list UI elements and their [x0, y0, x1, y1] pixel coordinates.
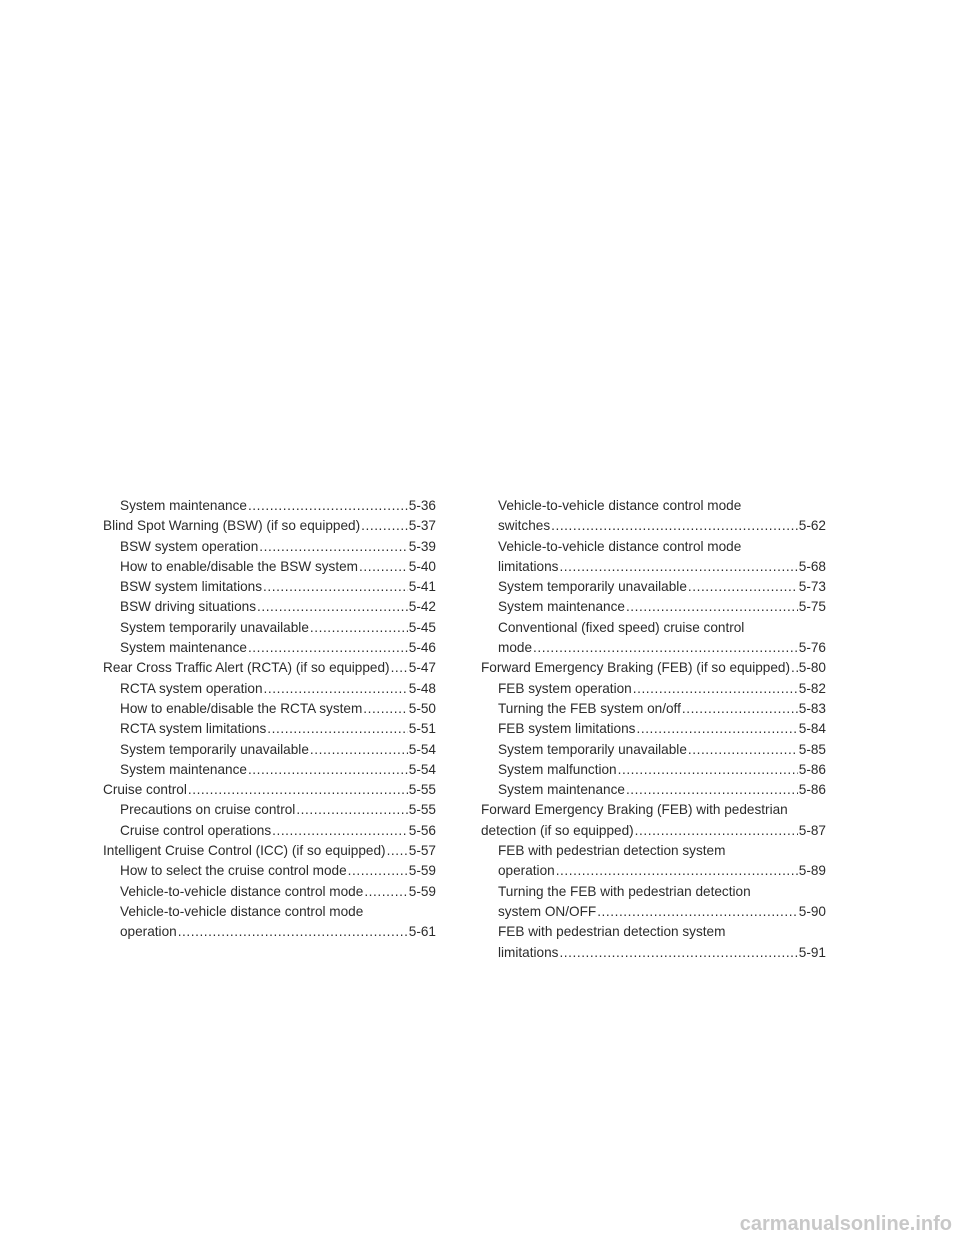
toc-page-number: 5-59	[408, 863, 436, 879]
toc-page-number: 5-37	[408, 518, 436, 534]
toc-subsection-entry[interactable]	[481, 841, 826, 882]
toc-entry-title: switches	[498, 518, 551, 534]
toc-page-number: 5-57	[408, 843, 436, 859]
toc-entry-title: Precautions on cruise control	[120, 802, 296, 818]
toc-section-entry[interactable]	[103, 516, 436, 536]
toc-subsection-entry[interactable]	[103, 597, 436, 617]
toc-subsection-entry[interactable]	[103, 557, 436, 577]
dot-leader	[633, 679, 798, 699]
toc-page-number: 5-54	[408, 761, 436, 777]
toc-entry-title: System maintenance	[120, 498, 247, 513]
toc-entry-title: BSW system operation	[120, 538, 259, 554]
toc-page-number: 5-61	[408, 924, 436, 940]
dot-leader	[551, 516, 798, 536]
toc-page-number: 5-50	[408, 700, 436, 716]
toc-subsection-entry[interactable]	[481, 780, 826, 800]
dot-leader	[257, 597, 408, 617]
toc-entry-title: How to select the cruise control mode	[120, 863, 347, 879]
toc-page-number: 5-55	[408, 782, 436, 798]
dot-leader	[178, 922, 408, 942]
toc-entry-title: System temporarily unavailable	[498, 579, 687, 595]
toc-entry-title-line: Forward Emergency Braking (FEB) with pedestrian	[481, 802, 788, 818]
dot-leader	[248, 638, 408, 658]
toc-page-number: 5-84	[798, 721, 826, 737]
toc-subsection-entry[interactable]	[103, 679, 436, 699]
toc-page-number: 5-62	[798, 518, 826, 534]
toc-page-number: 5-51	[408, 721, 436, 737]
dot-leader	[348, 861, 408, 881]
toc-entry-title: FEB system operation	[498, 680, 632, 696]
dot-leader	[267, 719, 407, 739]
dot-leader	[363, 699, 407, 719]
toc-entry-title: Forward Emergency Braking (FEB) (if so equipped)	[481, 660, 790, 676]
toc-entry-title: Cruise control	[103, 782, 187, 798]
dot-leader	[626, 597, 798, 617]
toc-column-left	[103, 496, 436, 943]
toc-subsection-entry[interactable]	[481, 699, 826, 719]
toc-entry-title-line: Conventional (fixed speed) cruise control	[498, 619, 745, 635]
dot-leader	[682, 699, 798, 719]
toc-entry-title: Turning the FEB system on/off	[498, 700, 681, 716]
toc-page-number: 5-89	[798, 863, 826, 879]
toc-entry-title: system ON/OFF	[498, 903, 597, 919]
toc-subsection-entry[interactable]	[481, 597, 826, 617]
toc-subsection-entry[interactable]	[103, 821, 436, 841]
toc-entry-title: Rear Cross Traffic Alert (RCTA) (if so equipped)	[103, 660, 390, 676]
dot-leader	[296, 800, 407, 820]
toc-page-number: 5-39	[408, 538, 436, 554]
toc-page-number: 5-42	[408, 599, 436, 615]
toc-entry-title: System maintenance	[120, 761, 247, 777]
toc-entry-title: Intelligent Cruise Control (ICC) (if so equipped)	[103, 843, 386, 859]
toc-page-number: 5-47	[408, 660, 436, 676]
toc-page-number: 5-59	[408, 883, 436, 899]
toc-entry-title: operation	[120, 924, 177, 940]
dot-leader	[248, 496, 408, 516]
toc-page-number: 5-73	[798, 579, 826, 595]
toc-entry-title: RCTA system operation	[120, 680, 263, 696]
toc-subsection-entry[interactable]	[481, 882, 826, 923]
toc-entry-title: BSW driving situations	[120, 599, 256, 615]
dot-leader	[618, 760, 798, 780]
toc-entry-title-line: FEB with pedestrian detection system	[498, 843, 726, 859]
toc-subsection-entry[interactable]	[103, 719, 436, 739]
toc-subsection-entry[interactable]	[103, 638, 436, 658]
toc-entry-title: Cruise control operations	[120, 822, 272, 838]
dot-leader	[559, 943, 797, 963]
toc-entry-title: System maintenance	[120, 640, 247, 656]
toc-section-entry[interactable]	[481, 800, 826, 841]
dot-leader	[626, 780, 798, 800]
toc-page-number: 5-48	[408, 680, 436, 696]
toc-page-number: 5-56	[408, 822, 436, 838]
toc-entry-title: detection (if so equipped)	[481, 822, 634, 838]
toc-subsection-entry[interactable]	[481, 577, 826, 597]
toc-subsection-entry[interactable]	[103, 882, 436, 902]
toc-subsection-entry[interactable]	[103, 800, 436, 820]
toc-page-number: 5-83	[798, 700, 826, 716]
toc-subsection-entry[interactable]	[481, 496, 826, 537]
toc-subsection-entry[interactable]	[481, 719, 826, 739]
dot-leader	[359, 557, 408, 577]
toc-page-number: 5-36	[408, 498, 436, 513]
toc-subsection-entry[interactable]	[103, 496, 436, 516]
toc-subsection-entry[interactable]	[103, 902, 436, 943]
toc-subsection-entry[interactable]	[103, 537, 436, 557]
toc-entry-title: limitations	[498, 944, 559, 960]
dot-leader	[263, 577, 408, 597]
toc-page-number: 5-87	[798, 822, 826, 838]
toc-subsection-entry[interactable]	[103, 618, 436, 638]
toc-page-number: 5-46	[408, 640, 436, 656]
watermark-url: carmanualsonline.info	[739, 1213, 952, 1235]
dot-leader	[259, 537, 408, 557]
dot-leader	[310, 740, 408, 760]
toc-subsection-entry[interactable]	[481, 740, 826, 760]
toc-entry-title-line: Turning the FEB with pedestrian detection	[498, 883, 751, 899]
toc-subsection-entry[interactable]	[481, 537, 826, 578]
toc-subsection-entry[interactable]	[103, 740, 436, 760]
dot-leader	[188, 780, 408, 800]
toc-subsection-entry[interactable]	[481, 760, 826, 780]
toc-entry-title: How to enable/disable the RCTA system	[120, 700, 363, 716]
toc-subsection-entry[interactable]	[481, 679, 826, 699]
dot-leader	[310, 618, 408, 638]
dot-leader	[688, 577, 798, 597]
toc-page-number: 5-86	[798, 782, 826, 798]
toc-section-entry[interactable]	[103, 780, 436, 800]
toc-page-number: 5-45	[408, 619, 436, 635]
toc-page-number: 5-85	[798, 741, 826, 757]
toc-page-number: 5-40	[408, 558, 436, 574]
toc-entry-title-line: Vehicle-to-vehicle distance control mode	[120, 903, 364, 919]
toc-page-number: 5-90	[798, 903, 826, 919]
toc-page-number: 5-82	[798, 680, 826, 696]
dot-leader	[791, 658, 798, 678]
toc-entry-title: limitations	[498, 558, 559, 574]
dot-leader	[361, 516, 408, 536]
dot-leader	[533, 638, 798, 658]
toc-column-right	[481, 496, 826, 963]
toc-page-number: 5-75	[798, 599, 826, 615]
dot-leader	[597, 902, 798, 922]
toc-entry-title: RCTA system limitations	[120, 721, 267, 737]
toc-section-entry[interactable]	[481, 658, 826, 678]
toc-entry-title-line: FEB with pedestrian detection system	[498, 924, 726, 940]
toc-section-entry[interactable]	[103, 658, 436, 678]
toc-entry-title: How to enable/disable the BSW system	[120, 558, 359, 574]
toc-entry-title: System temporarily unavailable	[120, 741, 309, 757]
dot-leader	[387, 841, 408, 861]
toc-page-number: 5-80	[798, 660, 826, 676]
toc-page-number: 5-41	[408, 579, 436, 595]
toc-entry-title: System temporarily unavailable	[498, 741, 687, 757]
toc-entry-title: System maintenance	[498, 782, 625, 798]
dot-leader	[688, 740, 798, 760]
dot-leader	[635, 821, 798, 841]
dot-leader	[391, 658, 408, 678]
toc-page-number: 5-86	[798, 761, 826, 777]
toc-entry-title: System temporarily unavailable	[120, 619, 309, 635]
dot-leader	[559, 557, 797, 577]
dot-leader	[264, 679, 408, 699]
toc-subsection-entry[interactable]	[103, 699, 436, 719]
toc-entry-title: System maintenance	[498, 599, 625, 615]
toc-page-number: 5-91	[798, 944, 826, 960]
toc-entry-title: BSW system limitations	[120, 579, 263, 595]
toc-page-number: 5-68	[798, 558, 826, 574]
toc-subsection-entry[interactable]	[103, 577, 436, 597]
toc-subsection-entry[interactable]	[481, 922, 826, 963]
toc-entry-title: operation	[498, 863, 555, 879]
toc-subsection-entry[interactable]	[481, 618, 826, 659]
toc-entry-title: mode	[498, 640, 533, 656]
dot-leader	[556, 861, 798, 881]
toc-page-number: 5-76	[798, 640, 826, 656]
dot-leader	[364, 882, 407, 902]
toc-entry-title: FEB system limitations	[498, 721, 636, 737]
dot-leader	[272, 821, 408, 841]
toc-section-entry[interactable]	[103, 841, 436, 861]
dot-leader	[636, 719, 797, 739]
toc-entry-title: Blind Spot Warning (BSW) (if so equipped)	[103, 518, 361, 534]
toc-entry-title: System malfunction	[498, 761, 617, 777]
toc-subsection-entry[interactable]	[103, 760, 436, 780]
toc-entry-title-line: Vehicle-to-vehicle distance control mode	[498, 498, 742, 513]
dot-leader	[248, 760, 408, 780]
toc-page-number: 5-55	[408, 802, 436, 818]
toc-entry-title-line: Vehicle-to-vehicle distance control mode	[498, 538, 742, 554]
toc-page-number: 5-54	[408, 741, 436, 757]
toc-entry-title: Vehicle-to-vehicle distance control mode	[120, 883, 364, 899]
toc-subsection-entry[interactable]	[103, 861, 436, 881]
